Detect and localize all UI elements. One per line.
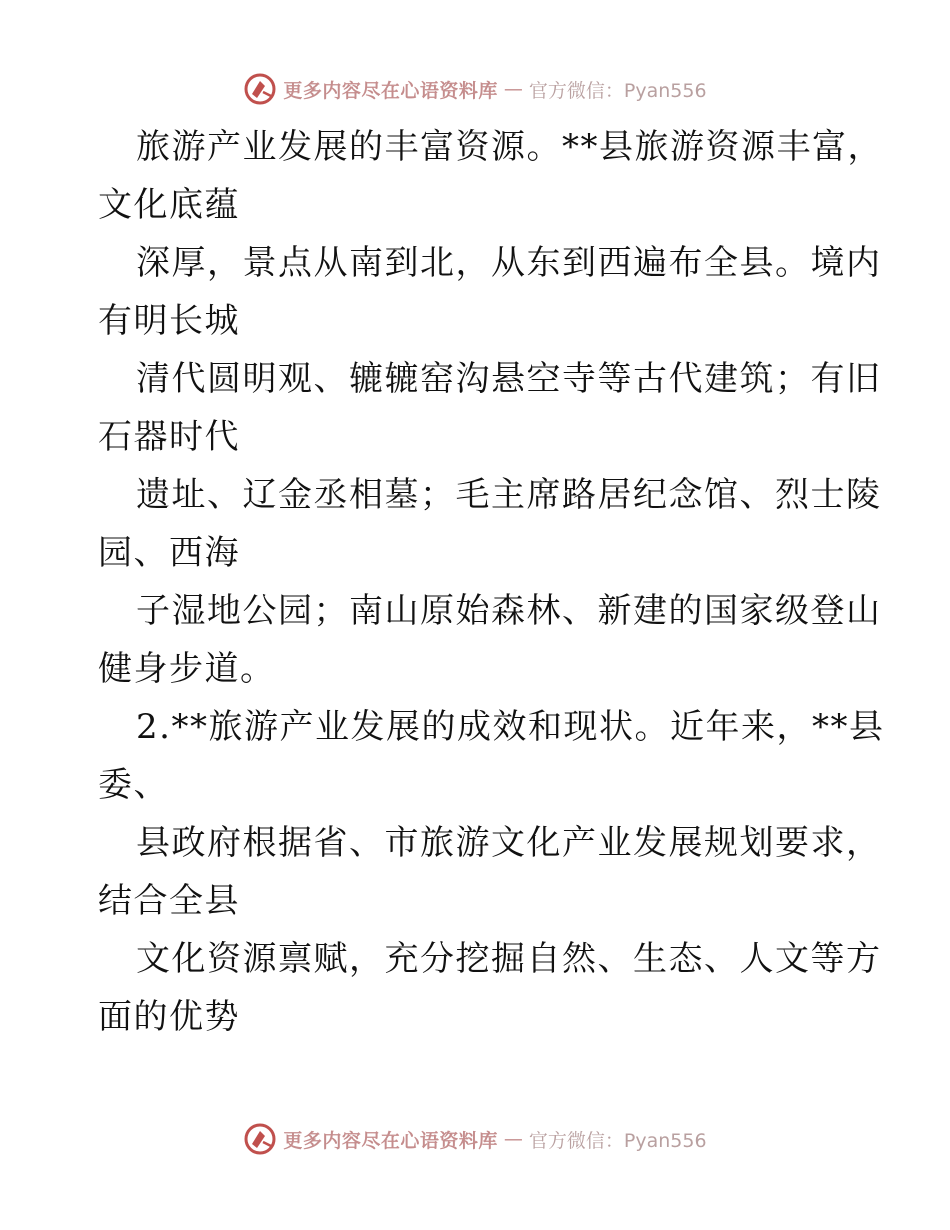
paragraph-3 [98, 350, 882, 466]
watermark-dash: — [503, 1128, 523, 1150]
watermark-text: 更多内容尽在心语资料库 [283, 1129, 498, 1152]
paragraph-2 [98, 234, 882, 350]
paragraph-line: 健身步道。 [98, 649, 276, 689]
watermark-wechat: 官方微信：Pyan556 [528, 1129, 707, 1152]
paragraph-line: 2.**旅游产业发展的成效和现状。近年来，**县 [136, 707, 885, 747]
header-watermark [0, 69, 950, 109]
paragraph-1 [98, 118, 883, 234]
paragraph-line: 有明长城 [98, 301, 240, 341]
paragraph-8 [98, 930, 882, 1046]
footer-watermark [0, 1119, 950, 1159]
paragraph-line: 县政府根据省、市旅游文化产业发展规划要求， [136, 823, 882, 863]
paragraph-line: 园、西海 [98, 533, 240, 573]
paragraph-4 [98, 466, 882, 582]
paragraph-line: 石器时代 [98, 417, 240, 457]
paragraph-6 [98, 698, 885, 814]
paragraph-line: 子湿地公园；南山原始森林、新建的国家级登山 [136, 591, 882, 631]
paragraph-line: 委、 [98, 765, 169, 805]
paragraph-5 [98, 582, 882, 698]
paragraph-line: 文化资源禀赋，充分挖掘自然、生态、人文等方 [136, 939, 882, 979]
red-circle-logo-icon [243, 72, 277, 106]
watermark-dash: — [503, 78, 523, 100]
paragraph-line: 遗址、辽金丞相墓；毛主席路居纪念馆、烈士陵 [136, 475, 882, 515]
paragraph-line: 深厚，景点从南到北，从东到西遍布全县。境内 [136, 243, 882, 283]
watermark-wechat: 官方微信：Pyan556 [528, 79, 707, 102]
paragraph-line: 结合全县 [98, 881, 240, 921]
paragraph-line: 文化底蕴 [98, 185, 240, 225]
watermark-text: 更多内容尽在心语资料库 [283, 79, 498, 102]
paragraph-line: 旅游产业发展的丰富资源。**县旅游资源丰富， [136, 127, 883, 167]
document-body [98, 118, 885, 1046]
paragraph-7 [98, 814, 882, 930]
paragraph-line: 面的优势 [98, 997, 240, 1037]
paragraph-line: 清代圆明观、辘辘窑沟悬空寺等古代建筑；有旧 [136, 359, 882, 399]
red-circle-logo-icon [243, 1122, 277, 1156]
